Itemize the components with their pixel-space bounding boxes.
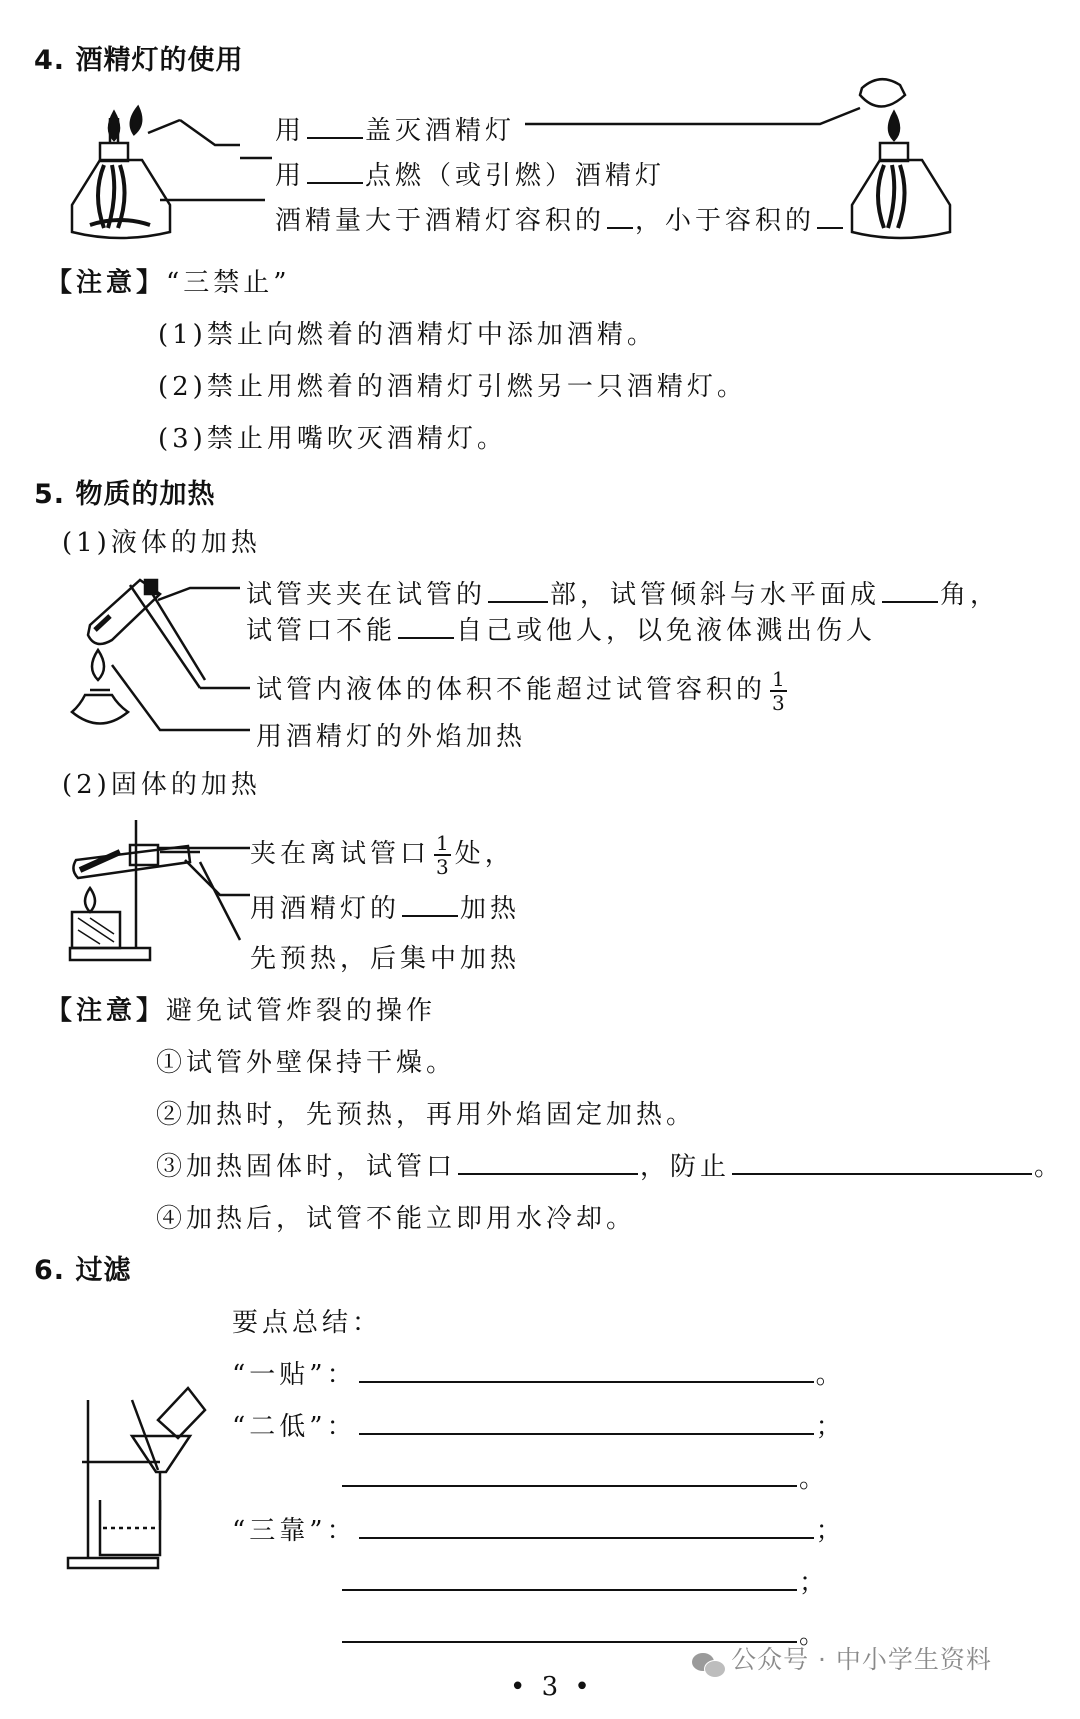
liquid-line-2: 试管口不能 自己或他人，以免液体溅出伤人 [246,616,877,646]
section-5-title: 5. 物质的加热 [34,479,216,510]
filter-er-di-2: 。 [340,1458,829,1495]
note-three-bans: 【注意】“三禁止” [46,268,291,298]
solid-heating-title: (2)固体的加热 [62,770,261,800]
test-tube-solid-icon [70,820,200,960]
section-6-title: 6. 过滤 [34,1255,132,1286]
watermark: 公众号 · 中小学生资料 [692,1640,992,1677]
tip-3: ③加热固体时，试管口 ，防止 。 [156,1152,1065,1182]
section-4-title: 4. 酒精灯的使用 [34,45,244,76]
lamp-line-3: 酒精量大于酒精灯容积的 ，小于容积的 [275,200,845,237]
liquid-line-3: 试管内液体的体积不能超过试管容积的 $\frac{1}{3}$ [256,667,785,715]
fraction-one-third-2: $\frac{1}{3}$ [436,831,449,879]
filter-san-kao-3: 。 [340,1614,829,1651]
fraction-one-third: $\frac{1}{3}$ [772,667,785,715]
lamp-line-1: 用 盖灭酒精灯 [275,116,516,146]
alcohol-lamp-cap-icon [525,79,905,124]
ban-1: (1)禁止向燃着的酒精灯中添加酒精。 [158,320,657,350]
filter-yi-tie: “一贴”： 。 [232,1360,846,1390]
filter-er-di: “二低”： ； [232,1412,846,1442]
solid-line-3: 先预热，后集中加热 [250,944,521,974]
alcohol-lamp-right-icon [852,112,950,238]
tip-4: ④加热后，试管不能立即用水冷却。 [156,1204,637,1234]
tip-1: ①试管外壁保持干燥。 [156,1048,457,1078]
filtration-icon [68,1388,205,1568]
lamp-line-2: 用 点燃（或引燃）酒精灯 [275,161,666,191]
ban-2: (2)禁止用燃着的酒精灯引燃另一只酒精灯。 [158,372,747,402]
summary-label: 要点总结： [232,1308,383,1338]
liquid-line-1: 试管夹夹在试管的 部，试管倾斜与水平面成 角， [246,580,1001,610]
solid-line-1: 夹在离试管口 $\frac{1}{3}$ 处， [250,831,515,879]
liquid-heating-title: (1)液体的加热 [62,528,261,558]
page-number: • 3 • [510,1672,594,1702]
wechat-icon [692,1651,726,1677]
match-icon [131,107,240,145]
liquid-line-4: 用酒精灯的外焰加热 [256,722,527,752]
tip-2: ②加热时，先预热，再用外焰固定加热。 [156,1100,697,1130]
filter-san-kao-2: ； [340,1562,829,1599]
note-avoid-cracking: 【注意】避免试管炸裂的操作 [46,996,437,1026]
filter-san-kao: “三靠”： ； [232,1516,846,1546]
ban-3: (3)禁止用嘴吹灭酒精灯。 [158,424,507,454]
solid-line-2: 用酒精灯的 加热 [250,894,521,924]
